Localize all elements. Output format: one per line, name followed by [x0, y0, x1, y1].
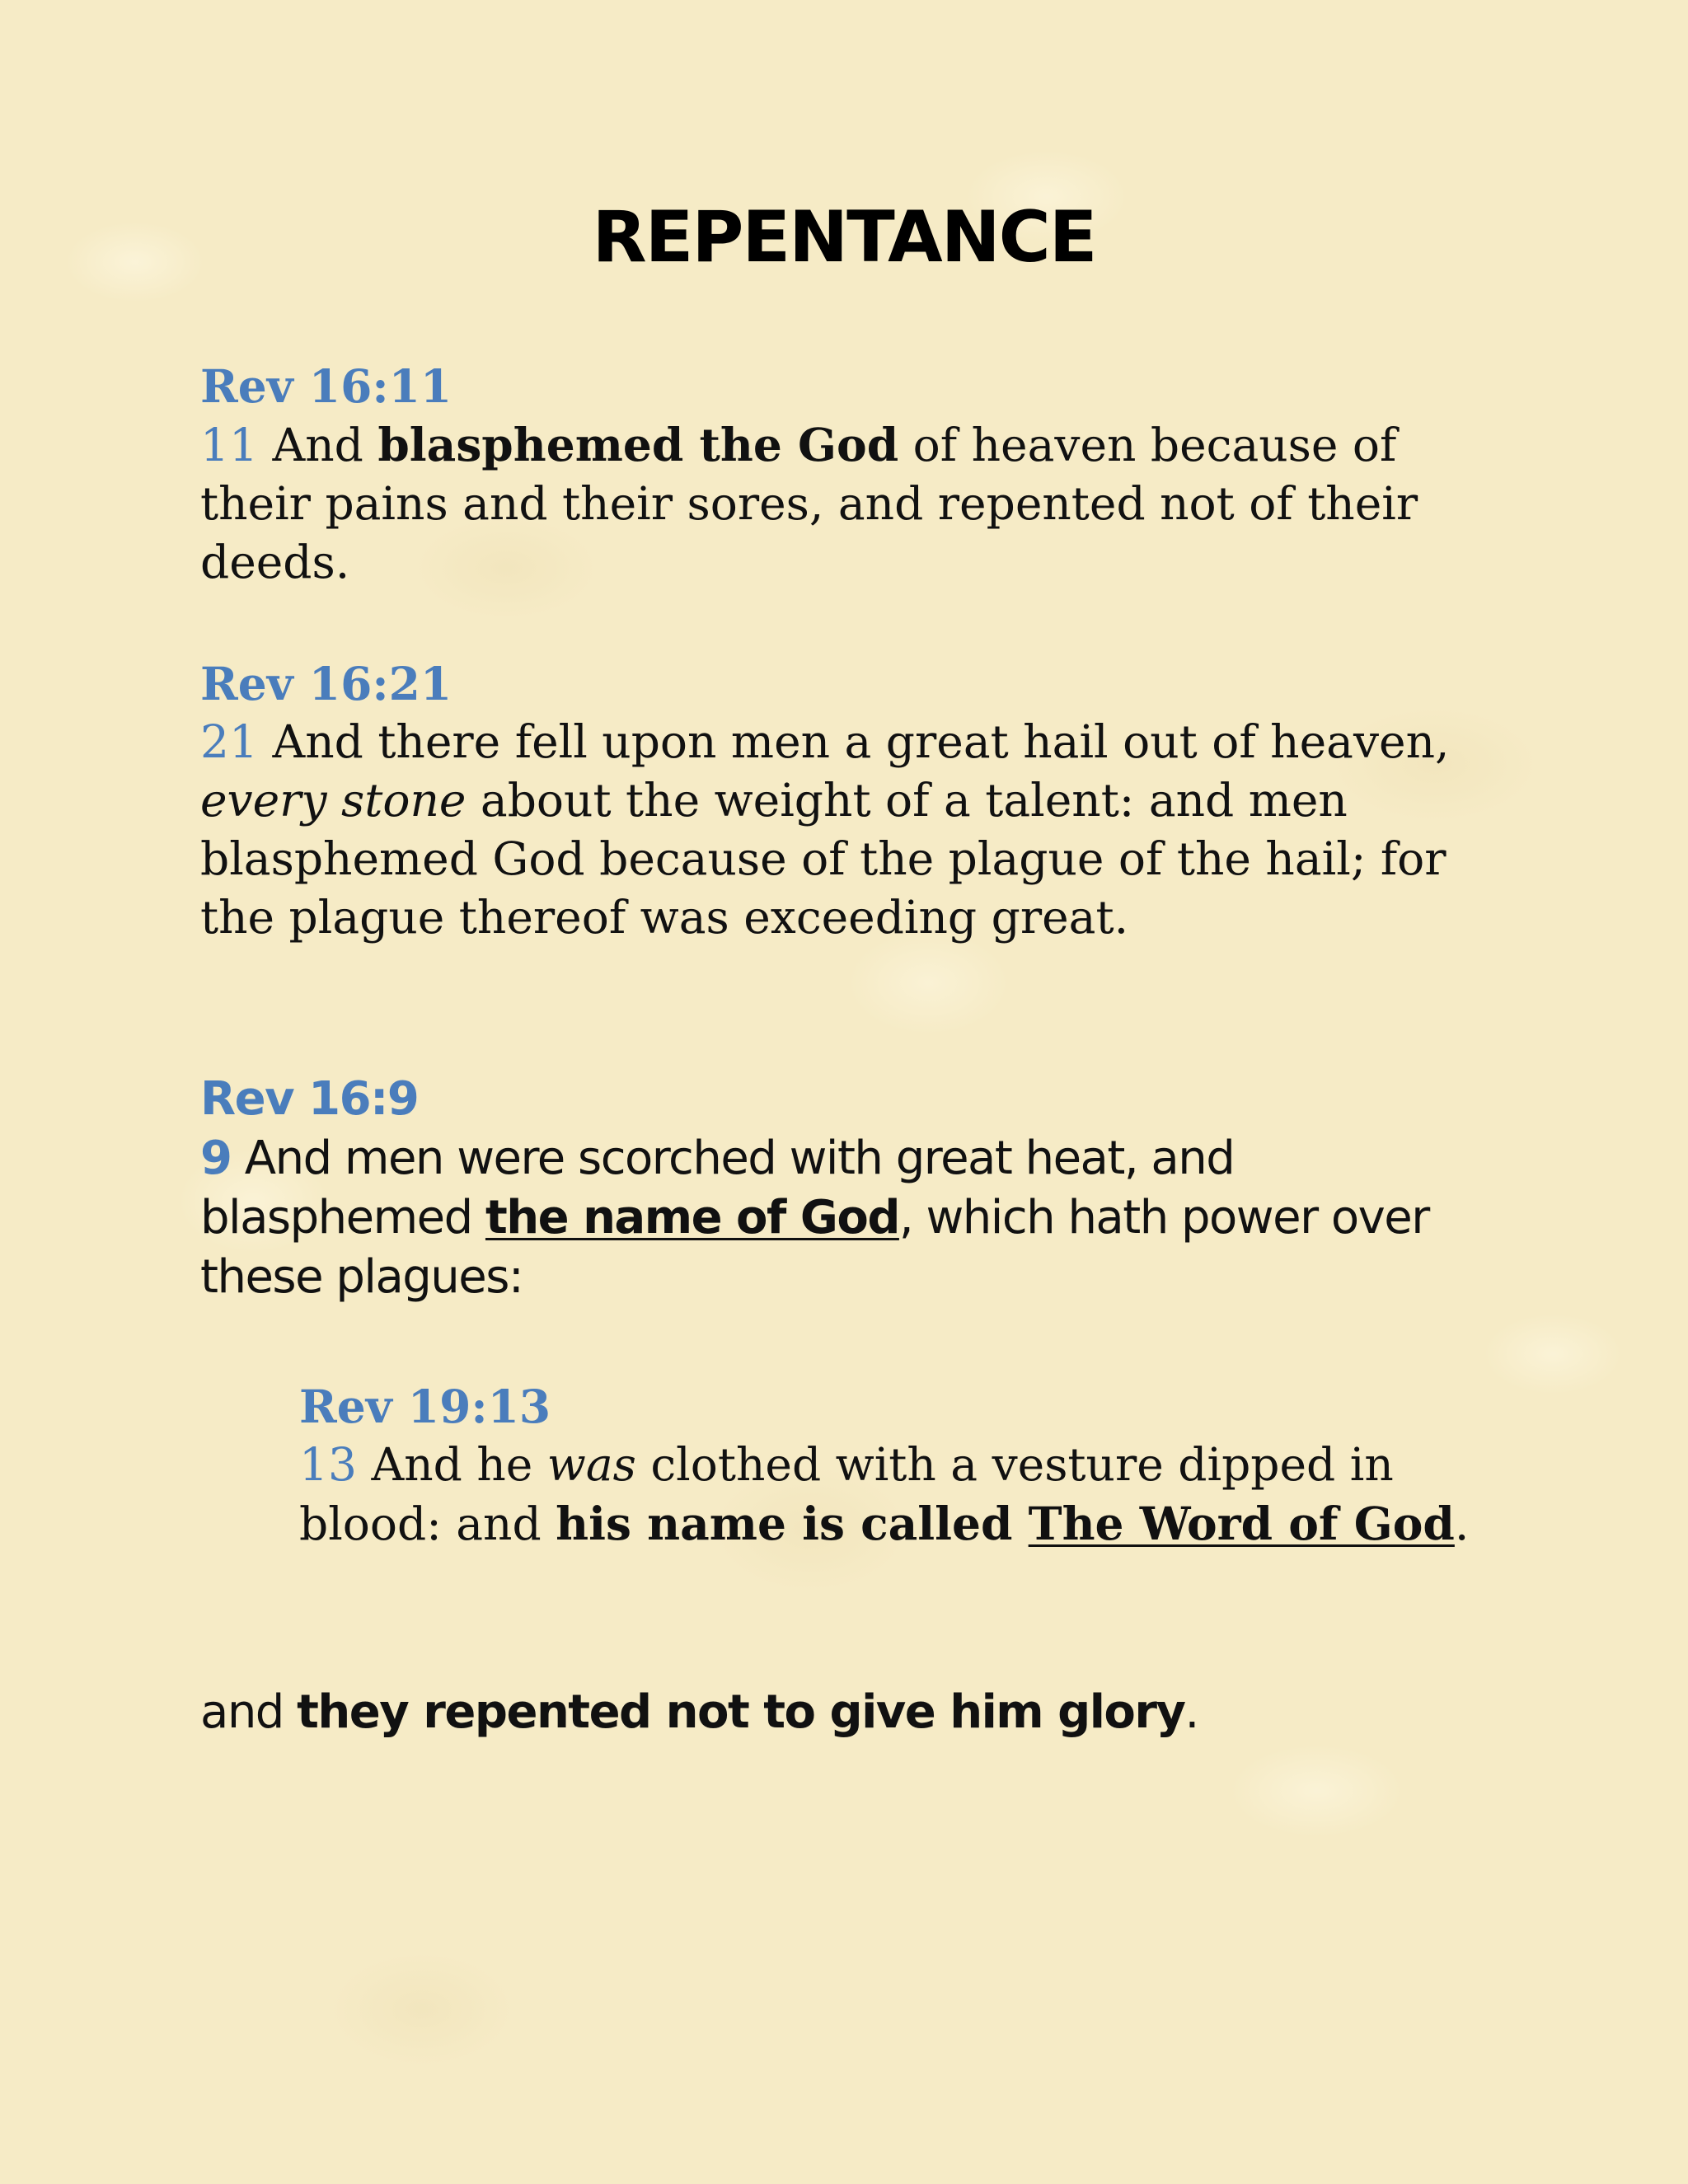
verse-text: 11 And blasphemed the God of heaven because of their pains and their sores, and repented not of their deeds.: [200, 418, 1418, 588]
verse-number: 21: [200, 715, 258, 768]
emphasis-bold: they repented not to give him glory: [297, 1685, 1185, 1739]
verse-reference: Rev 16:9: [200, 1072, 419, 1126]
emphasis-italic: was: [546, 1438, 636, 1491]
emphasis-bold-underline: The Word of God: [1028, 1497, 1455, 1550]
conclusion-text: and they repented not to give him glory.: [200, 1685, 1198, 1739]
verse-text: 13 And he was clothed with a vesture dipped in blood: and his name is called The Word of God.: [299, 1438, 1470, 1550]
page-title: REPENTANCE: [592, 196, 1096, 279]
verse-number: 11: [200, 419, 258, 471]
emphasis-bold: his name is called: [556, 1497, 1029, 1550]
verse-reference: Rev 16:21: [200, 657, 452, 710]
passage-rev-16-9: [200, 1070, 1486, 1307]
passage-rev-16-11: [200, 357, 1519, 592]
verse-number: 13: [299, 1438, 357, 1491]
verse-text: 9 And men were scorched with great heat, and blasphemed the name of God, which hath power over these plagues:: [200, 1132, 1429, 1304]
passage-rev-19-13: [299, 1377, 1486, 1554]
emphasis-italic: every stone: [200, 774, 467, 827]
verse-reference: Rev 19:13: [299, 1380, 551, 1433]
emphasis-bold-underline: the name of God: [485, 1191, 899, 1244]
passage-rev-16-21: [200, 654, 1519, 947]
emphasis-bold: blasphemed the God: [377, 418, 899, 471]
conclusion: [200, 1683, 1519, 1742]
verse-number: 9: [200, 1132, 232, 1185]
verse-text: 21 And there fell upon men a great hail out of heaven, every stone about the weight of a talent: and men blasphemed God because of the plague of the hail; for the plague thereof was exceeding great.: [200, 715, 1450, 944]
verse-reference: Rev 16:11: [200, 359, 452, 413]
